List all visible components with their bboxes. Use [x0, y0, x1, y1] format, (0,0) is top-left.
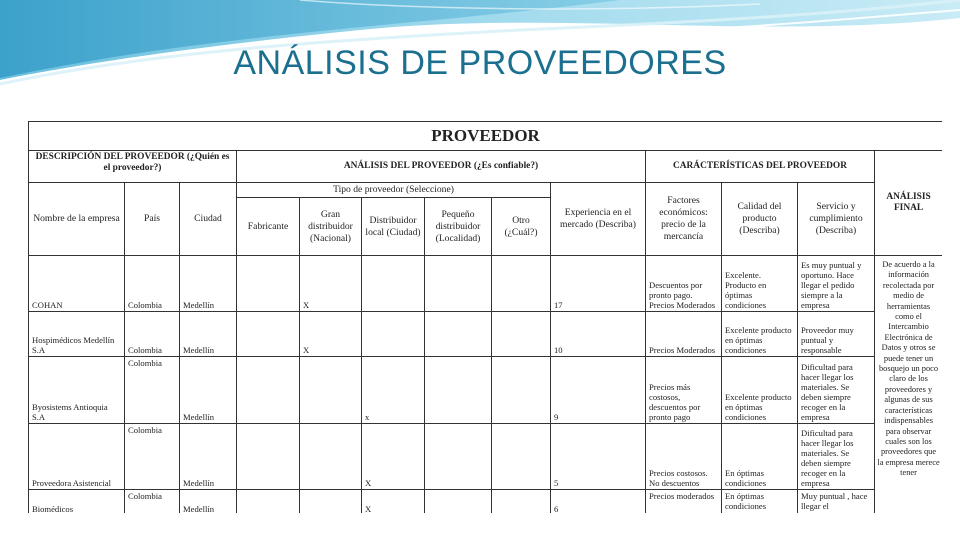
col-header-local: Distribuidor local (Ciudad) — [362, 198, 425, 256]
table-row — [29, 490, 943, 514]
supplier-table-container — [28, 121, 942, 513]
cell-other — [492, 424, 551, 490]
col-header-name: Nombre de la empresa — [29, 183, 125, 256]
section-description-header: DESCRIPCIÓN DEL PROVEEDOR (¿Quién es el proveedor?) — [29, 151, 237, 183]
supplier-type-header: Tipo de proveedor (Seleccione) — [237, 183, 551, 198]
cell-local: x — [362, 357, 425, 424]
col-header-manufacturer: Fabricante — [237, 198, 300, 256]
col-header-experience: Experiencia en el mercado (Describa) — [551, 183, 646, 256]
cell-name: Biomédicos — [29, 490, 125, 514]
cell-national: X — [300, 312, 362, 357]
cell-other — [492, 357, 551, 424]
cell-name: Hospimédicos Medellín S.A — [29, 312, 125, 357]
cell-other — [492, 256, 551, 312]
cell-experience: 9 — [551, 357, 646, 424]
cell-local — [362, 312, 425, 357]
cell-economic: Precios Moderados — [646, 312, 722, 357]
cell-city: Medellín — [180, 312, 237, 357]
supplier-table — [28, 121, 942, 513]
col-header-service: Servicio y cumplimiento (Describa) — [798, 183, 875, 256]
cell-city: Medellín — [180, 424, 237, 490]
cell-quality: Excelente producto en óptimas condiciones — [722, 312, 798, 357]
cell-experience: 10 — [551, 312, 646, 357]
cell-small — [425, 256, 492, 312]
cell-country: Colombia — [125, 312, 180, 357]
section-characteristics-header: CARÁCTERÍSTICAS DEL PROVEEDOR — [646, 151, 875, 183]
cell-service: Es muy puntual y oportuno. Hace llegar el pedido siempre a la empresa — [798, 256, 875, 312]
cell-quality: En óptimas condiciones — [722, 424, 798, 490]
cell-small — [425, 312, 492, 357]
cell-country: Colombia — [125, 490, 180, 514]
cell-city: Medellín — [180, 357, 237, 424]
cell-country: Colombia — [125, 424, 180, 490]
slide-title: ANÁLISIS DE PROVEEDORES — [233, 44, 727, 82]
cell-city: Medellín — [180, 490, 237, 514]
col-header-national: Gran distribuidor (Nacional) — [300, 198, 362, 256]
col-header-city: Ciudad — [180, 183, 237, 256]
col-header-small: Pequeño distribuidor (Localidad) — [425, 198, 492, 256]
cell-small — [425, 357, 492, 424]
table-row — [29, 256, 943, 312]
cell-service: Muy puntual , hace llegar el — [798, 490, 875, 514]
cell-national — [300, 490, 362, 514]
cell-economic: Precios costosos. No descuentos — [646, 424, 722, 490]
cell-quality: Excelente. Producto en óptimas condiciones — [722, 256, 798, 312]
cell-experience: 6 — [551, 490, 646, 514]
cell-city: Medellín — [180, 256, 237, 312]
cell-service: Dificultad para hacer llegar los materiales. Se deben siempre recoger en la empresa — [798, 424, 875, 490]
cell-name: Byosistems Antioquia S.A — [29, 357, 125, 424]
final-analysis-text: De acuerdo a la información recolectada por medio de herramientas como el Intercambio Electrónica de Datos y otros se puede tener un bosquejo un poco claro de los proveedores y algunas de sus características indispensables para observar cuales son los proveedores que la empresa merece tener — [875, 256, 943, 514]
section-analysis-header: ANÁLISIS DEL PROVEEDOR (¿Es confiable?) — [237, 151, 646, 183]
cell-name: COHAN — [29, 256, 125, 312]
table-row — [29, 312, 943, 357]
cell-manufacturer — [237, 256, 300, 312]
cell-economic: Descuentos por pronto pago. Precios Moderados — [646, 256, 722, 312]
cell-national — [300, 424, 362, 490]
section-final-header: ANÁLISIS FINAL — [875, 151, 943, 256]
cell-local — [362, 256, 425, 312]
cell-experience: 5 — [551, 424, 646, 490]
cell-manufacturer — [237, 490, 300, 514]
cell-manufacturer — [237, 424, 300, 490]
cell-other — [492, 490, 551, 514]
cell-name: Proveedora Asistencial — [29, 424, 125, 490]
cell-economic: Precios moderados — [646, 490, 722, 514]
cell-quality: En óptimas condiciones — [722, 490, 798, 514]
cell-country: Colombia — [125, 357, 180, 424]
cell-local: X — [362, 490, 425, 514]
cell-manufacturer — [237, 312, 300, 357]
cell-manufacturer — [237, 357, 300, 424]
cell-service: Dificultad para hacer llegar los materiales. Se deben siempre recoger en la empresa — [798, 357, 875, 424]
col-header-economic: Factores económicos: precio de la mercancía — [646, 183, 722, 256]
table-row — [29, 424, 943, 490]
cell-country: Colombia — [125, 256, 180, 312]
col-header-country: País — [125, 183, 180, 256]
cell-other — [492, 312, 551, 357]
cell-national — [300, 357, 362, 424]
cell-economic: Precios más costosos, descuentos por pronto pago — [646, 357, 722, 424]
cell-service: Proveedor muy puntual y responsable — [798, 312, 875, 357]
cell-national: X — [300, 256, 362, 312]
cell-quality: Excelente producto en óptimas condiciones — [722, 357, 798, 424]
table-row — [29, 357, 943, 424]
cell-local: X — [362, 424, 425, 490]
cell-small — [425, 490, 492, 514]
col-header-other: Otro (¿Cuál?) — [492, 198, 551, 256]
col-header-quality: Calidad del producto (Describa) — [722, 183, 798, 256]
cell-experience: 17 — [551, 256, 646, 312]
table-main-header: PROVEEDOR — [29, 122, 943, 151]
cell-small — [425, 424, 492, 490]
